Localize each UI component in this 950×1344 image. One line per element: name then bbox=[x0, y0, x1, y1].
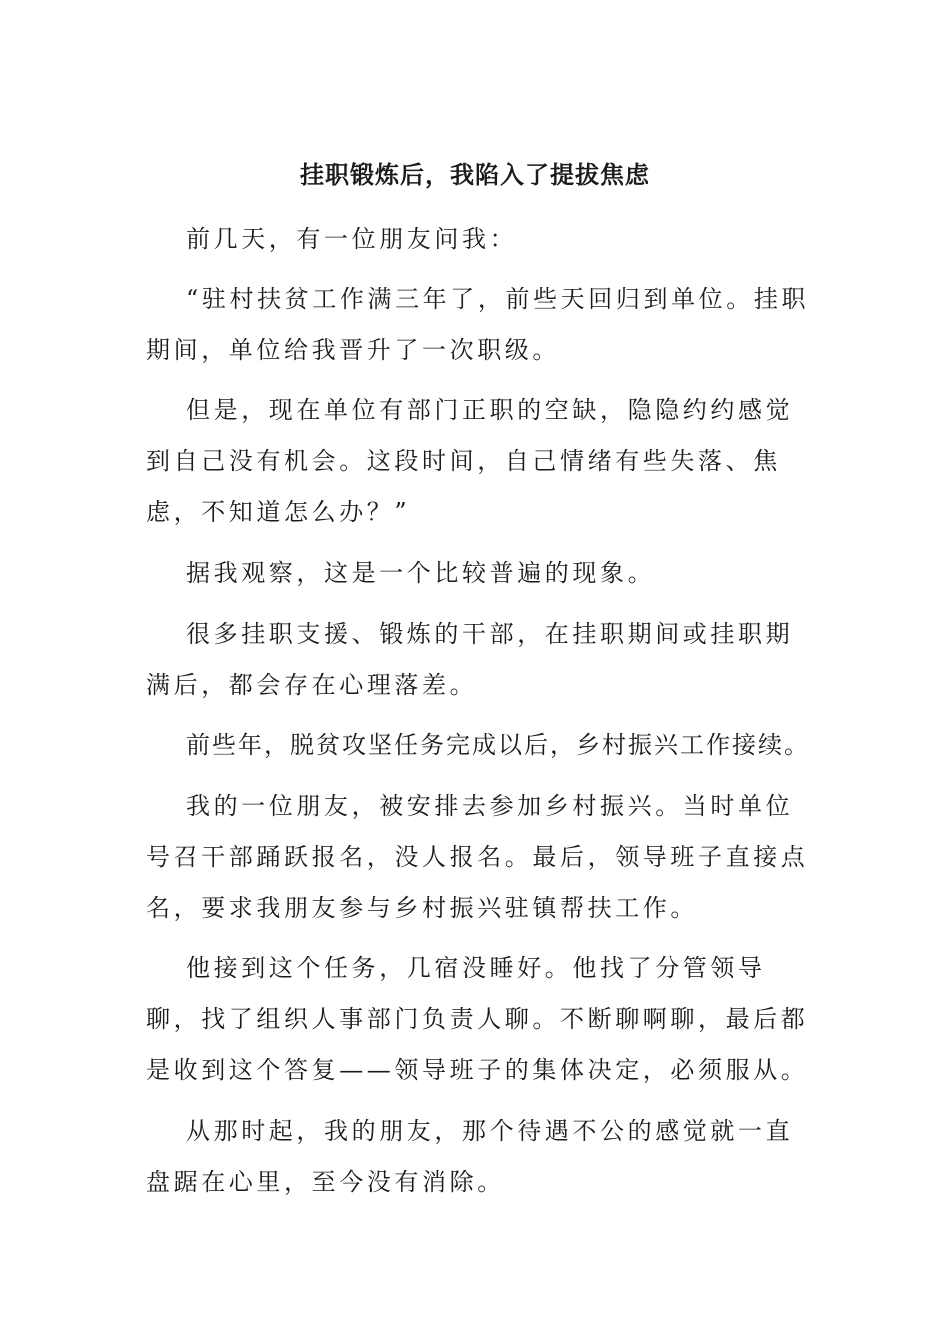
paragraph: 他接到这个任务，几宿没睡好。他找了分管领导聊，找了组织人事部门负责人聊。不断聊啊聊，最后都是收到这个答复——领导班子的集体决定，必须服从。 bbox=[146, 954, 809, 1084]
document-title: 挂职锻炼后，我陷入了提拔焦虑 bbox=[300, 160, 650, 189]
paragraph: 前几天，有一位朋友问我： bbox=[186, 225, 518, 253]
paragraph: 前些年，脱贫攻坚任务完成以后，乡村振兴工作接续。 bbox=[186, 731, 810, 759]
paragraph: 从那时起，我的朋友，那个待遇不公的感觉就一直盘踞在心里，至今没有消除。 bbox=[146, 1117, 794, 1196]
paragraph: 我的一位朋友，被安排去参加乡村振兴。当时单位号召干部踊跃报名，没人报名。最后，领导班子直接点名，要求我朋友参与乡村振兴驻镇帮扶工作。 bbox=[146, 792, 809, 922]
paragraph: 很多挂职支援、锻炼的干部，在挂职期间或挂职期满后，都会存在心理落差。 bbox=[146, 620, 794, 699]
paragraph: 但是，现在单位有部门正职的空缺，隐隐约约感觉到自己没有机会。这段时间，自己情绪有些失落、焦虑，不知道怎么办？” bbox=[146, 396, 794, 526]
paragraph: “驻村扶贫工作满三年了，前些天回归到单位。挂职期间，单位给我晋升了一次职级。 bbox=[146, 285, 810, 364]
paragraph: 据我观察，这是一个比较普遍的现象。 bbox=[186, 559, 656, 587]
